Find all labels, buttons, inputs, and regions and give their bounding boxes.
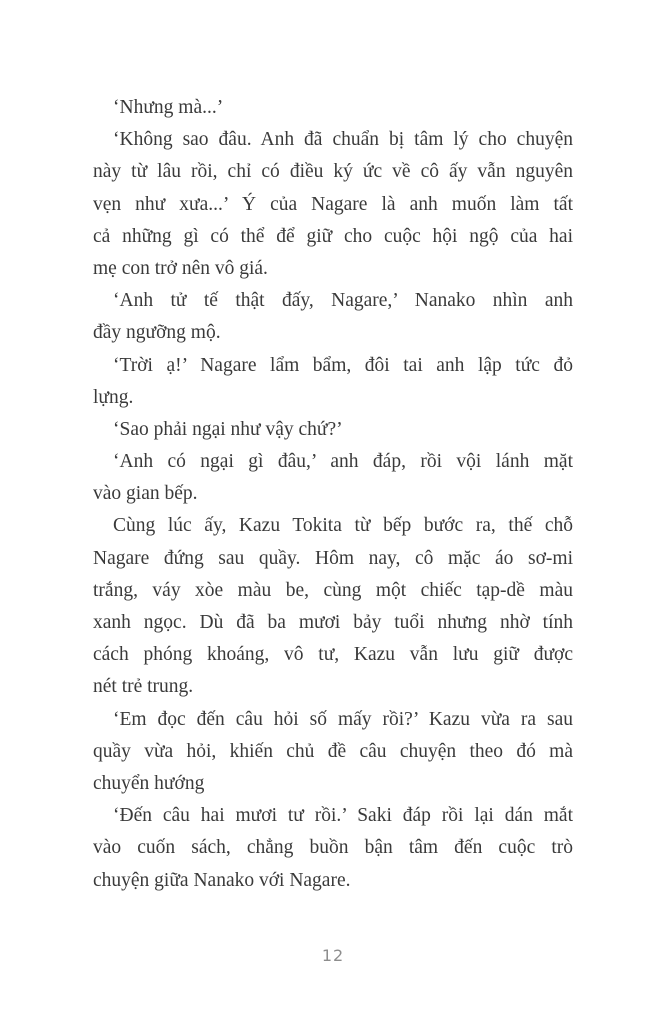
text-line: lựng. <box>93 386 134 408</box>
text-line: Nagare đứng sau quầy. Hôm nay, cô mặc áo sơ-mi <box>93 547 573 569</box>
text-line: nét trẻ trung. <box>93 676 194 698</box>
text-line: chuyển hướng <box>93 772 205 794</box>
text-line: này từ lâu rồi, chỉ có điều ký ức về cô ấy vẫn nguyên <box>93 161 573 183</box>
text-line: ‘Em đọc đến câu hỏi số mấy rồi?’ Kazu vừa ra sau <box>113 708 573 730</box>
text-line: ‘Trời ạ!’ Nagare lẩm bẩm, đôi tai anh lập tức đỏ <box>113 354 573 376</box>
text-line: vào cuốn sách, chẳng buồn bận tâm đến cuộc trò <box>93 837 573 859</box>
text-line: vào gian bếp. <box>93 483 198 505</box>
text-line: ‘Sao phải ngại như vậy chứ?’ <box>113 418 343 440</box>
text-line: trắng, váy xòe màu be, cùng một chiếc tạp-dề màu <box>93 579 573 601</box>
page-number: 12 <box>321 946 345 965</box>
text-line: vẹn như xưa...’ Ý của Nagare là anh muốn làm tất <box>93 193 573 215</box>
text-line: quầy vừa hỏi, khiến chủ đề câu chuyện theo đó mà <box>93 740 573 762</box>
text-line: ‘Anh tử tế thật đấy, Nagare,’ Nanako nhìn anh <box>113 290 573 312</box>
text-line: ‘Không sao đâu. Anh đã chuẩn bị tâm lý cho chuyện <box>113 129 573 151</box>
body-text <box>93 92 573 897</box>
text-line: cách phóng khoáng, vô tư, Kazu vẫn lưu giữ được <box>93 644 573 666</box>
text-line: đầy ngưỡng mộ. <box>93 322 221 344</box>
text-line: mẹ con trở nên vô giá. <box>93 257 268 279</box>
text-line: ‘Nhưng mà...’ <box>113 97 224 118</box>
text-line: chuyện giữa Nanako với Nagare. <box>93 869 351 891</box>
text-line: ‘Anh có ngại gì đâu,’ anh đáp, rồi vội lánh mặt <box>113 451 573 473</box>
text-line: xanh ngọc. Dù đã ba mươi bảy tuổi nhưng nhờ tính <box>93 612 573 633</box>
text-line: ‘Đến câu hai mươi tư rồi.’ Saki đáp rồi lại dán mắt <box>113 805 573 827</box>
text-line: cả những gì có thể để giữ cho cuộc hội ngộ của hai <box>93 225 573 247</box>
text-line: Cùng lúc ấy, Kazu Tokita từ bếp bước ra, thế chỗ <box>113 515 573 537</box>
